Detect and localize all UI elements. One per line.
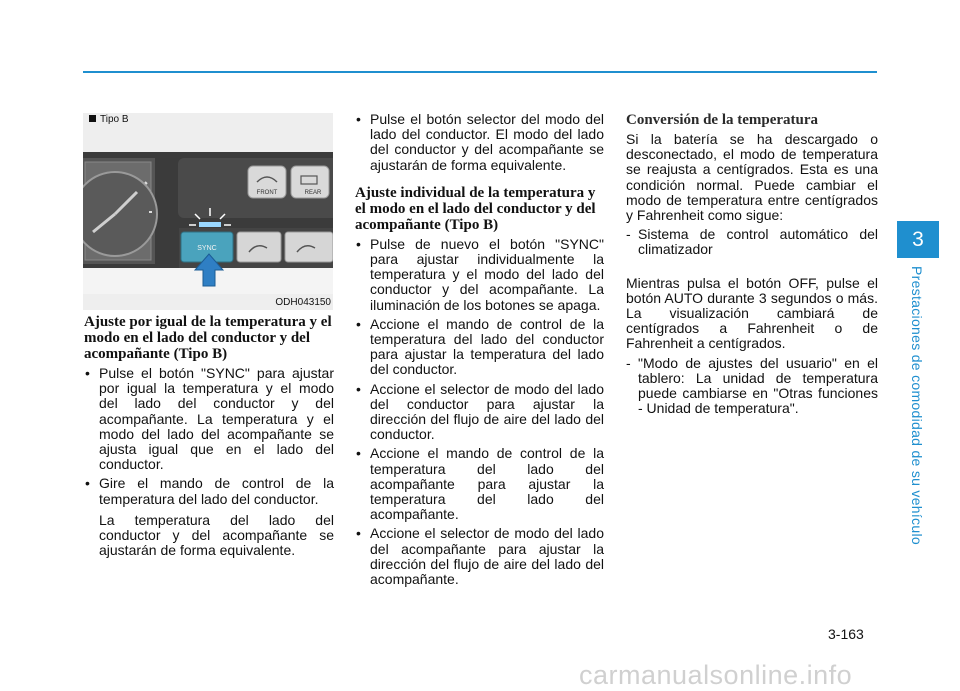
list-item: • Accione el selector de modo del lado del acompañante para ajustar la dirección del flujo de aire del lado del acompañante. <box>355 526 604 587</box>
paragraph: Mientras pulsa el botón OFF, pulse el botón AUTO durante 3 segundos o más. La visualización cambiará de centígrados a Fahrenheit o de Fahrenheit a centígrados. <box>626 274 878 352</box>
heading-individual: Ajuste individual de la temperatura y el modo en el lado del conductor y del acompañante (Tipo B) <box>355 184 596 233</box>
figure-code: ODH043150 <box>275 297 331 308</box>
heading-temperature-conversion: Conversión de la temperatura <box>626 112 819 128</box>
list-item: - Sistema de control automático del climatizador <box>626 227 878 257</box>
list-item: - "Modo de ajustes del usuario" en el tablero: La unidad de temperatura puede cambiarse en "Otras funciones - Unidad de temperatura". <box>626 356 878 417</box>
chapter-number: 3 <box>912 228 924 251</box>
chapter-title: Prestaciones de comodidad de su vehículo <box>909 266 925 545</box>
column-1 <box>84 314 334 562</box>
climate-control-figure <box>83 113 333 310</box>
list-item: • Accione el selector de modo del lado del conductor para ajustar la dirección del flujo de aire del lado del conductor. <box>355 382 604 443</box>
front-defrost-button <box>248 166 286 198</box>
list-item: • Accione el mando de control de la temperatura del lado del acompañante para ajustar la temperatura del lado del acompañante. <box>355 446 604 522</box>
mode-button-2 <box>285 232 333 262</box>
mode-button <box>237 232 281 262</box>
rear-defrost-button <box>291 166 329 198</box>
page-number: 3-163 <box>828 626 864 642</box>
svg-text:SYNC: SYNC <box>197 245 217 252</box>
watermark: carmanualsonline.info <box>579 660 853 690</box>
svg-text:FRONT: FRONT <box>256 190 278 196</box>
list-item: • Pulse el botón "SYNC" para ajustar por igual la temperatura y el modo del lado del conductor y del acompañante. La temperatura y el modo del lado del acompañante se ajusta igual que en el lado del conductor. <box>84 366 334 472</box>
square-bullet-icon <box>89 115 96 122</box>
list-item: • Pulse de nuevo el botón "SYNC" para ajustar individualmente la temperatura y el modo del lado del conductor y del acompañante. La iluminación de los botones se apaga. <box>355 237 604 313</box>
bullet-list-sync-equal <box>84 366 334 507</box>
list-item: • Gire el mando de control de la temperatura del lado del conductor. <box>84 476 334 506</box>
top-rule <box>83 71 877 73</box>
dash-list-1 <box>626 227 878 257</box>
paragraph: Si la batería se ha descargado o desconectado, el modo de temperatura se reajusta a centígrados. Esta es una condición normal. Puede cambiar el modo de temperatura entre centígrados y Fahrenheit como sigue: <box>626 131 878 224</box>
bullet-list-top <box>355 112 604 173</box>
chapter-tab <box>897 221 939 258</box>
climate-panel-illustration <box>83 152 333 294</box>
column-3 <box>626 112 878 420</box>
note-paragraph: La temperatura del lado del conductor y del acompañante se ajustarán de forma equivalente. <box>99 511 334 559</box>
figure-label-text: Tipo B <box>100 114 129 125</box>
clock-icon <box>83 172 157 256</box>
svg-text:REAR: REAR <box>304 190 322 196</box>
figure-label <box>89 114 129 125</box>
bullet-list-individual <box>355 237 604 587</box>
list-item: • Pulse el botón selector del modo del lado del conductor. El modo del lado del conductor y del acompañante se ajustarán de forma equivalente. <box>355 112 604 173</box>
heading-sync-equal: Ajuste por igual de la temperatura y el modo en el lado del conductor y del acompañante (Tipo B) <box>84 314 332 362</box>
column-2 <box>355 112 604 591</box>
dash-list-2 <box>626 356 878 417</box>
list-item: • Accione el mando de control de la temperatura del lado del conductor para ajustar la temperatura del lado del conductor. <box>355 317 604 378</box>
